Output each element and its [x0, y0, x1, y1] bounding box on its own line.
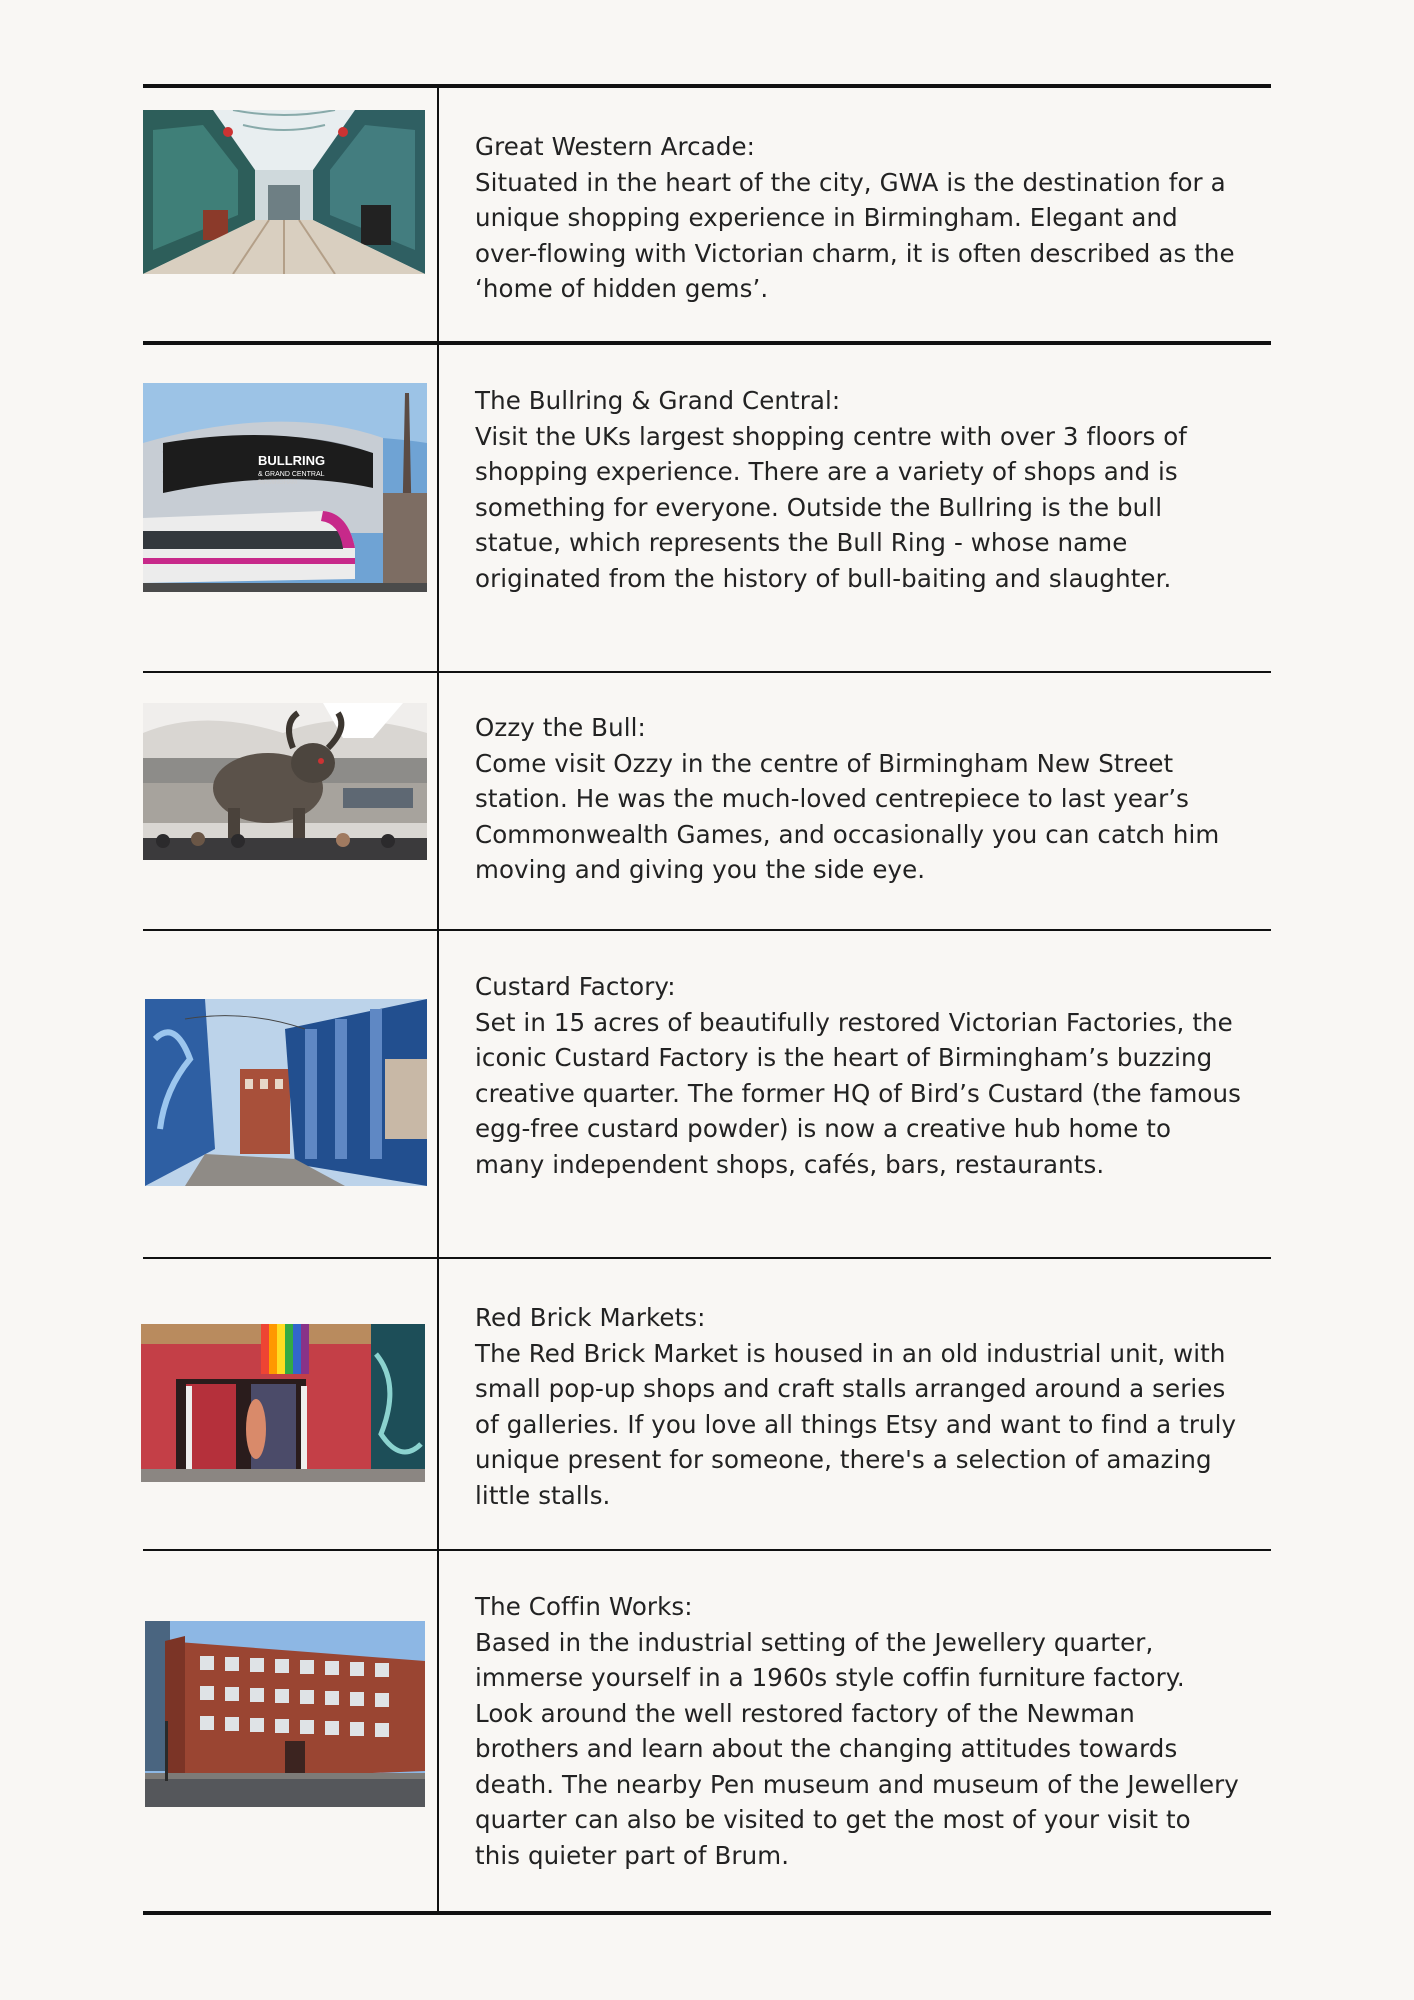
thumbnail-cell	[143, 345, 439, 671]
bottom-rule	[143, 1911, 1271, 1915]
description-cell	[439, 1551, 1271, 1911]
attraction-row-ozzy-the-bull	[143, 673, 1271, 929]
thumbnail-cell	[143, 88, 439, 341]
custard-factory-photo	[145, 999, 427, 1186]
description-cell	[439, 88, 1271, 341]
attraction-row-custard-factory	[143, 931, 1271, 1257]
coffin-works-photo	[145, 1621, 425, 1807]
description-cell	[439, 1259, 1271, 1549]
attraction-description: Situated in the heart of the city, GWA is the destination for a unique shopping experience in Birmingham. Elegant and over-flowing with Victorian charm, it is often described as the ‘home of hidden gems’.	[475, 167, 1235, 303]
bullring-sign-line3: BIRMINGHAM	[258, 480, 297, 486]
attraction-title: Custard Factory:	[475, 972, 676, 1001]
attraction-description: Come visit Ozzy in the centre of Birmingham New Street station. He was the much-loved centrepiece to last year’s Commonwealth Games, and occasionally you can catch him moving and giving you the side eye.	[475, 748, 1220, 884]
thumbnail-cell	[143, 931, 439, 1257]
bullring-sign-line1: BULLRING	[258, 453, 326, 468]
attraction-row-coffin-works	[143, 1551, 1271, 1911]
description-cell	[439, 931, 1271, 1257]
attraction-row-bullring	[143, 345, 1271, 671]
attraction-description: Set in 15 acres of beautifully restored Victorian Factories, the iconic Custard Factory is the heart of Birmingham’s buzzing creative quarter. The former HQ of Bird’s Custard (the famous egg-free custard powder) is now a creative hub home to many independent shops, cafés, bars, restaurants.	[475, 1007, 1242, 1179]
red-brick-market-photo	[141, 1324, 425, 1482]
thumbnail-cell	[143, 1551, 439, 1911]
arcade-photo	[143, 110, 425, 274]
attractions-table	[143, 84, 1271, 1915]
attraction-title: The Bullring & Grand Central:	[475, 386, 841, 415]
bullring-sign-line2: & GRAND CENTRAL	[258, 471, 325, 478]
attraction-title: Red Brick Markets:	[475, 1303, 706, 1332]
attraction-row-red-brick-markets	[143, 1259, 1271, 1549]
thumbnail-cell	[143, 673, 439, 929]
attraction-row-great-western-arcade	[143, 88, 1271, 341]
ozzy-bull-photo	[143, 703, 427, 860]
bullring-photo	[143, 383, 427, 592]
attraction-description: The Red Brick Market is housed in an old industrial unit, with small pop-up shops and craft stalls arranged around a series of galleries. If you love all things Etsy and want to find a truly unique present for someone, there's a selection of amazing little stalls.	[475, 1338, 1237, 1510]
description-cell	[439, 345, 1271, 671]
attraction-title: Ozzy the Bull:	[475, 713, 646, 742]
attraction-title: Great Western Arcade:	[475, 132, 756, 161]
thumbnail-cell	[143, 1259, 439, 1549]
attraction-title: The Coffin Works:	[475, 1592, 693, 1621]
attraction-description: Visit the UKs largest shopping centre with over 3 floors of shopping experience. There are a variety of shops and is something for everyone. Outside the Bullring is the bull statue, which represents the Bull Ring - whose name originated from the history of bull-baiting and slaughter.	[475, 421, 1188, 593]
attraction-description: Based in the industrial setting of the Jewellery quarter, immerse yourself in a 1960s style coffin furniture factory. Look around the well restored factory of the Newman brothers and learn about the changing attitudes towards death. The nearby Pen museum and museum of the Jewellery quarter can also be visited to get the most of your visit to this quieter part of Brum.	[475, 1627, 1239, 1870]
description-cell	[439, 673, 1271, 929]
